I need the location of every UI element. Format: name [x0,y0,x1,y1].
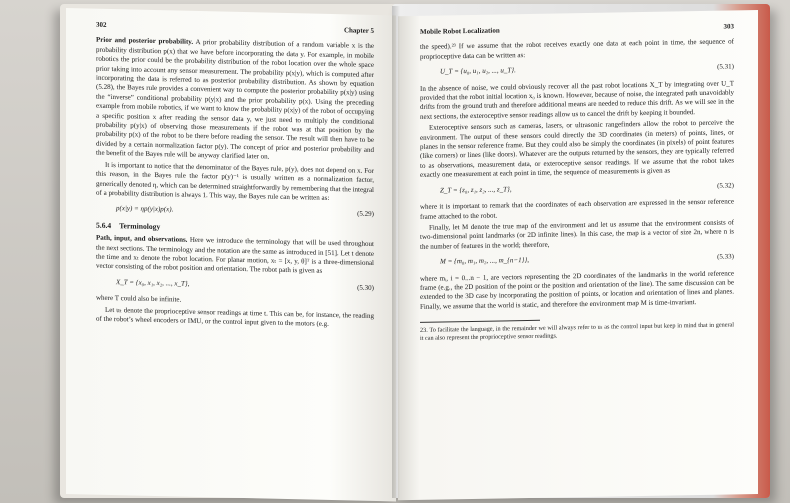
map-paragraph: Finally, let M denote the true map of the environment and let us assume that the environment consists of two-dimensional point landmarks (or 2D infinite lines). In this case, the map is a vector of size 2n, where n is the number of features in the world; therefore, [420,218,734,251]
equation-number: (5.30) [357,283,374,292]
equation-number: (5.29) [357,209,374,219]
equation-body: Z_T = {z₀, z₁, z₂, ..., z_T}, [440,184,512,195]
section-heading [96,220,374,236]
book-gutter-shadow [392,6,400,498]
landmarks-paragraph: where mᵢ, i = 0...n − 1, are vectors representing the 2D coordinates of the landmarks in the world reference frame (e.g., the 2D position of the point or the position and orientation of the line). The same discussion can be extended to the 3D case by incorporating the position of points, or location and orientation of lines and planes. Finally, we assume that the world is static, and therefore the environment map M is time-invariant. [420,268,734,311]
running-head-title: Mobile Robot Localization [420,26,500,36]
equation-5-29 [96,204,374,220]
equation-number: (5.31) [717,62,734,71]
equation-number: (5.32) [717,181,734,190]
equation-number: (5.33) [717,252,734,261]
right-running-head [420,22,734,37]
path-text: Here we introduce the terminology that will be used throughout the next sections. The terminology and the notation are the same as introduced in [51]. Let t denote the time and xₜ denote the robot location. For planar motion, xₜ = [x, y, θ]ᵀ is a three-dimensional vector consisting of the robot position and orientation. The robot path is given as [96,235,374,276]
footnote-rule [420,320,540,323]
left-running-head [96,21,374,37]
equation-body: M = {m₀, m₁, m₂, ..., m_{n−1}}, [440,256,529,266]
equation-body: X_T = {x₀, x₁, x₂, ..., x_T}, [116,277,190,288]
noise-paragraph: In the absence of noise, we could obviously recover all the past robot locations X_T by integrating over U_T provided that the robot initial location x₀ is known. However, because of noise, the integrated path unavoidably drifts from the ground truth and therefore additional means are needed to reduce this drift. As we will see in the next sections, the exteroceptive sensor readings allow us to cancel the drift by keeping it bounded. [420,79,734,121]
equation-5-32 [420,181,734,196]
right-page-number: 303 [723,22,734,31]
uk-paragraph: Let uₜ denote the proprioceptive sensor readings at time t. This can be, for instance, the reading of the robot’s wheel encoders or IMU, or the control input given to the motors (e.g. [96,305,374,328]
equation-5-33 [420,253,734,268]
normalizer-paragraph: It is important to notice that the denominator of the Bayes rule, p(y), does not depend on x. For this reason, in the Bayes rule the factor p(y)⁻¹ is usually written as a normalization factor, generically denoted η, which can be determined straightforwardly by remembering that the integral of a probability distribution is always 1. This way, the Bayes rule can be written as: [96,160,374,202]
left-page [66,8,396,501]
section-title: Terminology [119,220,161,231]
equation-body: U_T = {u₀, u₁, u₂, ..., u_T}. [440,66,516,76]
speed-paragraph: the speed).²³ If we assume that the robot receives exactly one data at each point in time, the sequence of proprioceptive data can be written as: [420,37,734,61]
equation-5-31 [420,63,734,78]
infinite-line: where T could also be infinite. [96,293,182,304]
chapter-label: Chapter 5 [343,26,374,35]
section-number: 5.6.4 [96,220,112,230]
left-page-number: 302 [96,20,107,29]
equation-5-30 [96,277,374,293]
exteroceptive-paragraph: Exteroceptive sensors such as cameras, lasers, or ultrasonic rangefinders allow the robot to perceive the environment. The output of these sensors could directly the 3D coordinates (in meters) of points, lines, or planes in the sensor reference frame. But they could also be simply the coordinates (in pixels) of point features (like corners) or lines (like doors). Whatever are the outputs returned by the sensors, they are typically referred to as observations, measurement data, or exteroceptive sensor readings. If we assume that the robot takes exactly one measurement at each point in time, the sequence of measurements is given as [420,118,734,180]
right-page [398,10,758,500]
equation-body: p(x|y) = ηp(y|x)p(x). [116,204,174,214]
path-heading: Path, input, and observations. [96,233,188,244]
prior-text: A prior probability distribution of a random variable x is the probability distribution p(x) that we have before incorporating the data y. For example, in mobile robotics the prior could be the probability distribution of the robot location over the whole space prior taking into account any sensor measurement. The probability p(x|y), which is computed after incorporating the data is referred to as posterior probability distribution. As shown by equation (5.28), the Bayes rule provides a convenient way to compute the posterior probability p(x|y) using the “inverse” conditional probability p(y|x) and the prior probability p(x). Using the preceding example from mobile robotics, if we want to know the probability p(x|y) of the robot of occupying a specific position x after reading the sensor data y, we just need to multiply the conditional probability p(y|x) of observing those measurements if the robot was at that position by the probability p(x) of the robot to be there before reading the sensor. The result will then have to be divided by a certain normalization factor p(y). The concept of prior and posterior probability and the benefit of the Bayes rule will be anyway clarified later on. [96,38,374,161]
coords-paragraph: where it is important to remark that the coordinates of each observation are expressed in the sensor reference frame attached to the robot. [420,197,734,221]
prior-paragraph [96,36,374,165]
prior-heading: Prior and posterior probability. [96,36,194,47]
path-paragraph [96,234,374,278]
footnote-23: 23. To facilitate the language, in the remainder we will always refer to uₜ as the control input but keep in mind that in general it can also represent the proprioceptive sensor readings. [420,321,734,343]
